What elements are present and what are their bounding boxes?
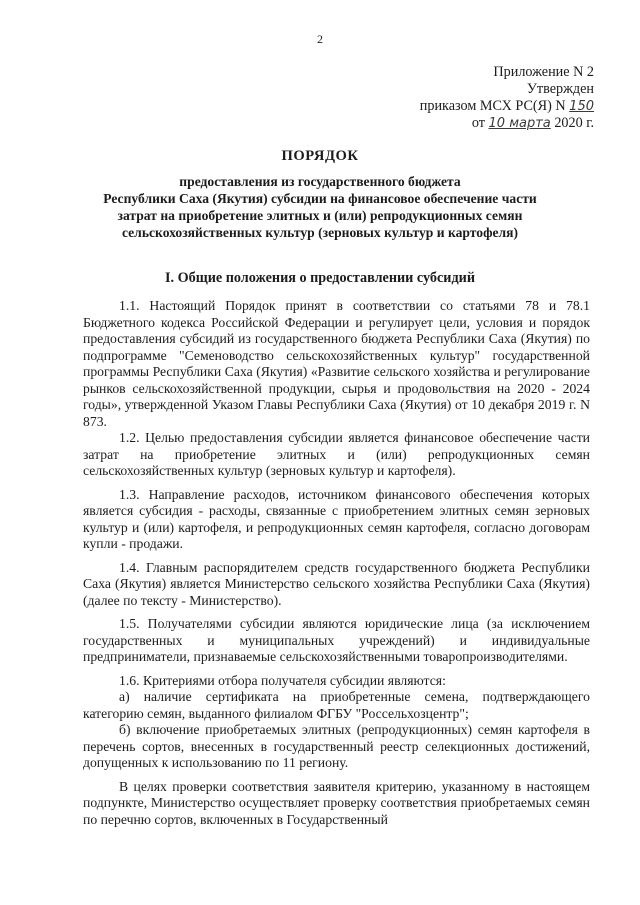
date-prefix: от — [471, 115, 485, 131]
handwritten-date: 10 марта — [488, 116, 551, 131]
title-block — [60, 148, 580, 241]
paragraph-1-4: 1.4. Главным распорядителем средств государственного бюджета Республики Саха (Якутия) является Министерство сельского хозяйства Республики Саха (Якутия) (далее по тексту - Министерство). — [83, 559, 590, 608]
order-line — [354, 98, 594, 115]
subtitle-line: сельскохозяйственных культур (зерновых культур и картофеля) — [121, 225, 519, 240]
paragraph-verification: В целях проверки соответствия заявителя критерию, указанному в настоящем подпункте, Министерство осуществляет проверку соответствия приобретаемых семян по перечню сортов, включенных в Государственный — [83, 778, 590, 827]
paragraph-1-6: 1.6. Критериями отбора получателя субсидии являются: — [119, 672, 446, 688]
order-prefix: приказом МСХ РС(Я) N — [419, 98, 566, 114]
date-line — [354, 115, 594, 132]
appendix-label: Приложение N 2 — [493, 64, 594, 80]
subtitle-line: затрат на приобретение элитных и (или) репродукционных семян — [117, 208, 523, 223]
paragraph-1-3: 1.3. Направление расходов, источником финансового обеспечения которых является субсидия - расходы, связанные с приобретением элитных семян зерновых культур и (или) картофеля, и репродукционных семян картофеля, согласно договорам купли - продажи. — [83, 486, 590, 551]
paragraph-criterion-b: б) включение приобретаемых элитных (репродукционных) семян картофеля в перечень сортов, внесенных в государственный реестр селекционных достижений, допущенных к использованию по 11 региону. — [83, 722, 590, 770]
paragraph-1-2: 1.2. Целью предоставления субсидии является финансовое обеспечение части затрат на приобретение элитных и (или) репродукционных семян сельскохозяйственных культур (зерновых культур и картофеля). — [83, 430, 590, 478]
paragraph-1-5: 1.5. Получателями субсидии являются юридические лица (за исключением государственных и муниципальных учреждений) и индивидуальные предприниматели, признаваемые сельскохозяйственными товаропроизводителями. — [83, 616, 590, 664]
document-body — [83, 298, 590, 828]
section-heading: I. Общие положения о предоставлении субсидий — [164, 270, 476, 286]
subtitle-line: Республики Саха (Якутия) субсидии на финансовое обеспечение части — [103, 191, 537, 206]
date-year: 2020 г. — [554, 115, 594, 131]
handwritten-order-number: 150 — [569, 99, 594, 114]
approval-block — [354, 64, 594, 132]
page-number: 2 — [317, 32, 323, 46]
approved-label: Утвержден — [526, 81, 594, 97]
paragraph-criterion-a: а) наличие сертификата на приобретенные семена, подтверждающего категорию семян, выданного филиалом ФГБУ "Россельхозцентр"; — [83, 689, 590, 721]
subtitle-line: предоставления из государственного бюджета — [179, 174, 461, 189]
paragraph-1-1: 1.1. Настоящий Порядок принят в соответствии со статьями 78 и 78.1 Бюджетного кодекса Российской Федерации и регулирует цели, условия и порядок предоставления субсидий из государственного бюджета Республики Саха (Якутия) по подпрограмме "Семеноводство сельскохозяйственных культур" государственной программы Республики Саха (Якутия) «Развитие сельского хозяйства и регулирование рынков сельскохозяйственной продукции, сырья и продовольствия на 2020 - 2024 годы», утвержденной Указом Главы Республики Саха (Якутия) от 10 декабря 2019 г. N 873. — [83, 298, 590, 429]
document-title: ПОРЯДОК — [281, 148, 359, 164]
